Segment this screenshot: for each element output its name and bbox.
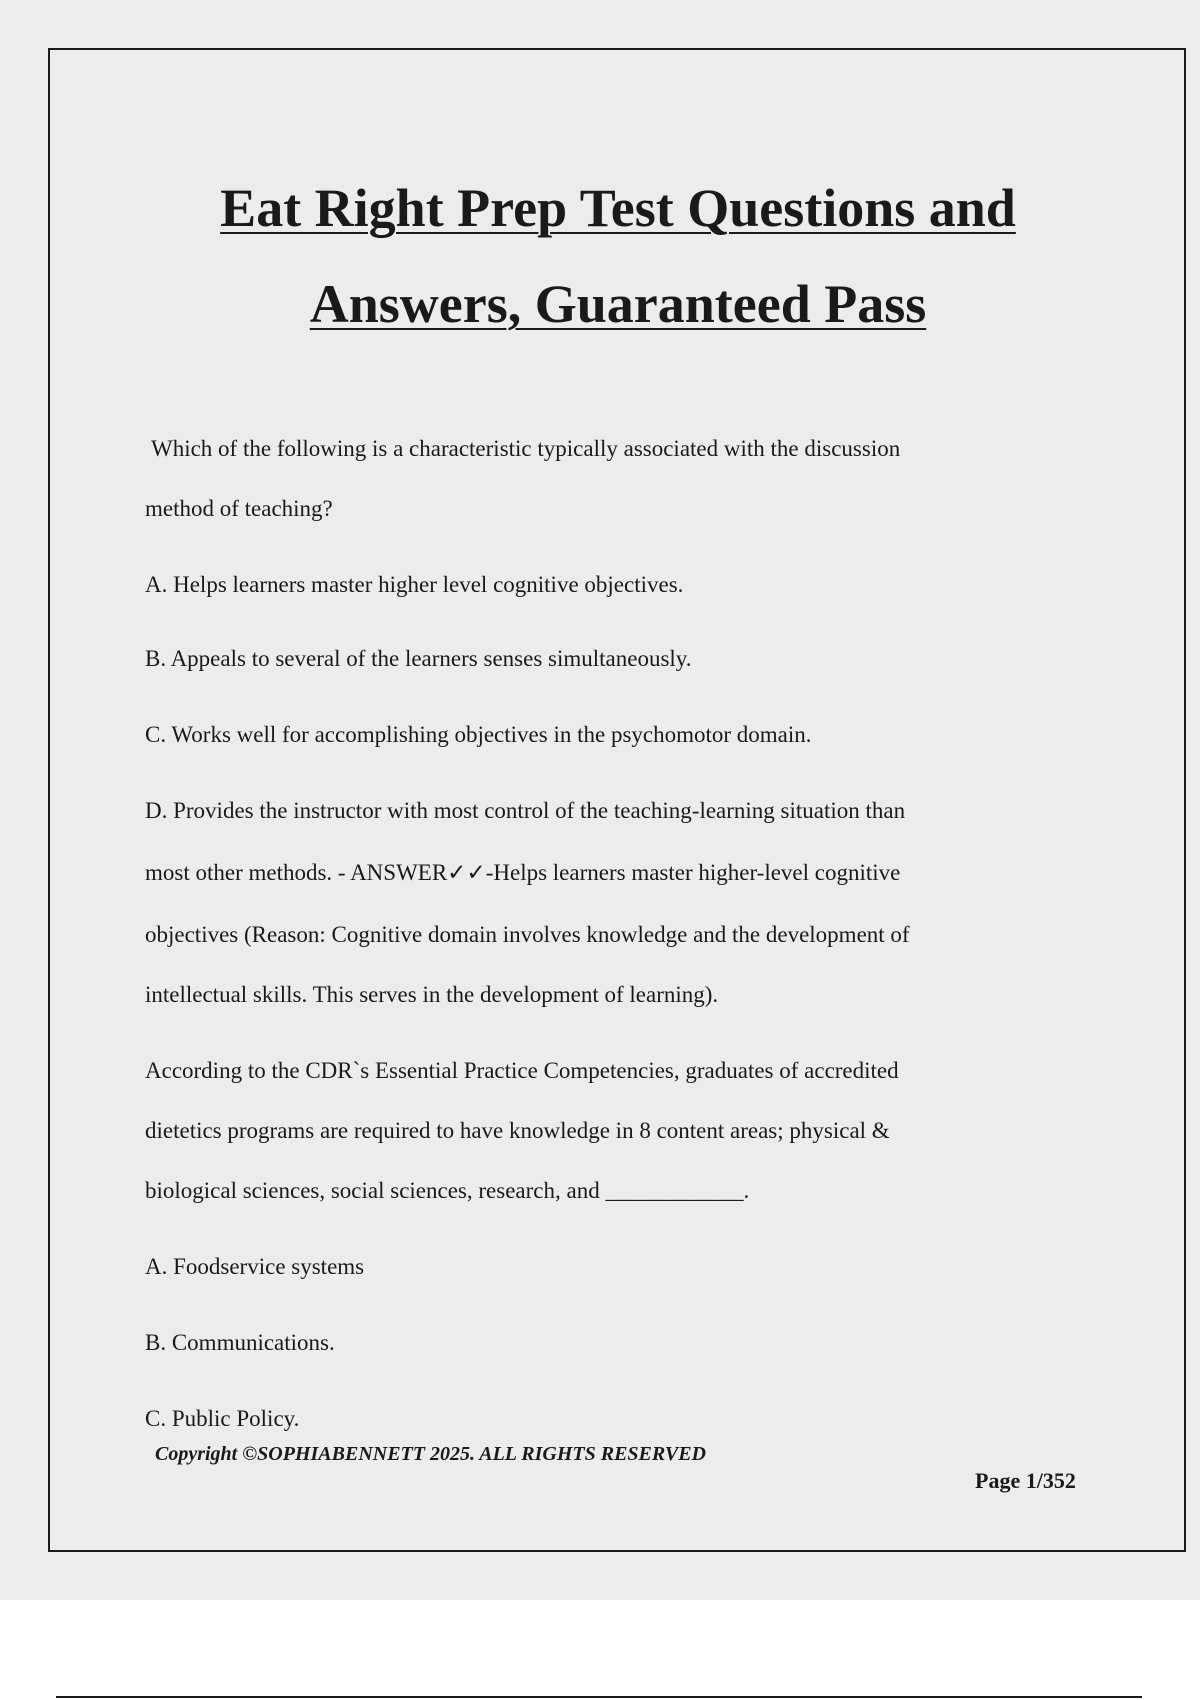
q1-answer-line-3: objectives (Reason: Cognitive domain involves knowledge and the development of	[145, 922, 910, 947]
page-number: Page 1/352	[975, 1468, 1076, 1493]
q2-stem-line-1: According to the CDR`s Essential Practice Competencies, graduates of accredited	[145, 1058, 899, 1083]
title-line-2: Answers, Guaranteed Pass	[309, 274, 927, 334]
q1-option-c: C. Works well for accomplishing objectives in the psychomotor domain.	[145, 722, 812, 747]
q1-option-d-line-2: most other methods. - ANSWER✓✓-Helps learners master higher-level cognitive	[145, 860, 901, 885]
q2-option-c: C. Public Policy.	[145, 1406, 300, 1431]
q1-option-b: B. Appeals to several of the learners senses simultaneously.	[145, 646, 692, 671]
q1-option-d-line-1: D. Provides the instructor with most control of the teaching-learning situation than	[145, 798, 906, 823]
q1-option-a: A. Helps learners master higher level cognitive objectives.	[145, 572, 684, 597]
q1-stem-line-2: method of teaching?	[145, 496, 333, 521]
copyright-notice: Copyright ©SOPHIABENNETT 2025. ALL RIGHTS RESERVED	[155, 1443, 706, 1465]
q2-stem-line-3: biological sciences, social sciences, research, and ____________.	[145, 1178, 750, 1203]
q1-stem-line-1: Which of the following is a characteristic typically associated with the discussion	[151, 436, 901, 461]
title-line-1: Eat Right Prep Test Questions and	[220, 178, 1016, 238]
q2-stem-line-2: dietetics programs are required to have knowledge in 8 content areas; physical &	[145, 1118, 890, 1143]
q2-option-b: B. Communications.	[145, 1330, 335, 1355]
q2-option-a: A. Foodservice systems	[145, 1254, 365, 1279]
bottom-rule	[56, 1696, 1142, 1698]
q1-answer-line-4: intellectual skills. This serves in the development of learning).	[145, 982, 719, 1007]
document-title	[0, 160, 1200, 352]
